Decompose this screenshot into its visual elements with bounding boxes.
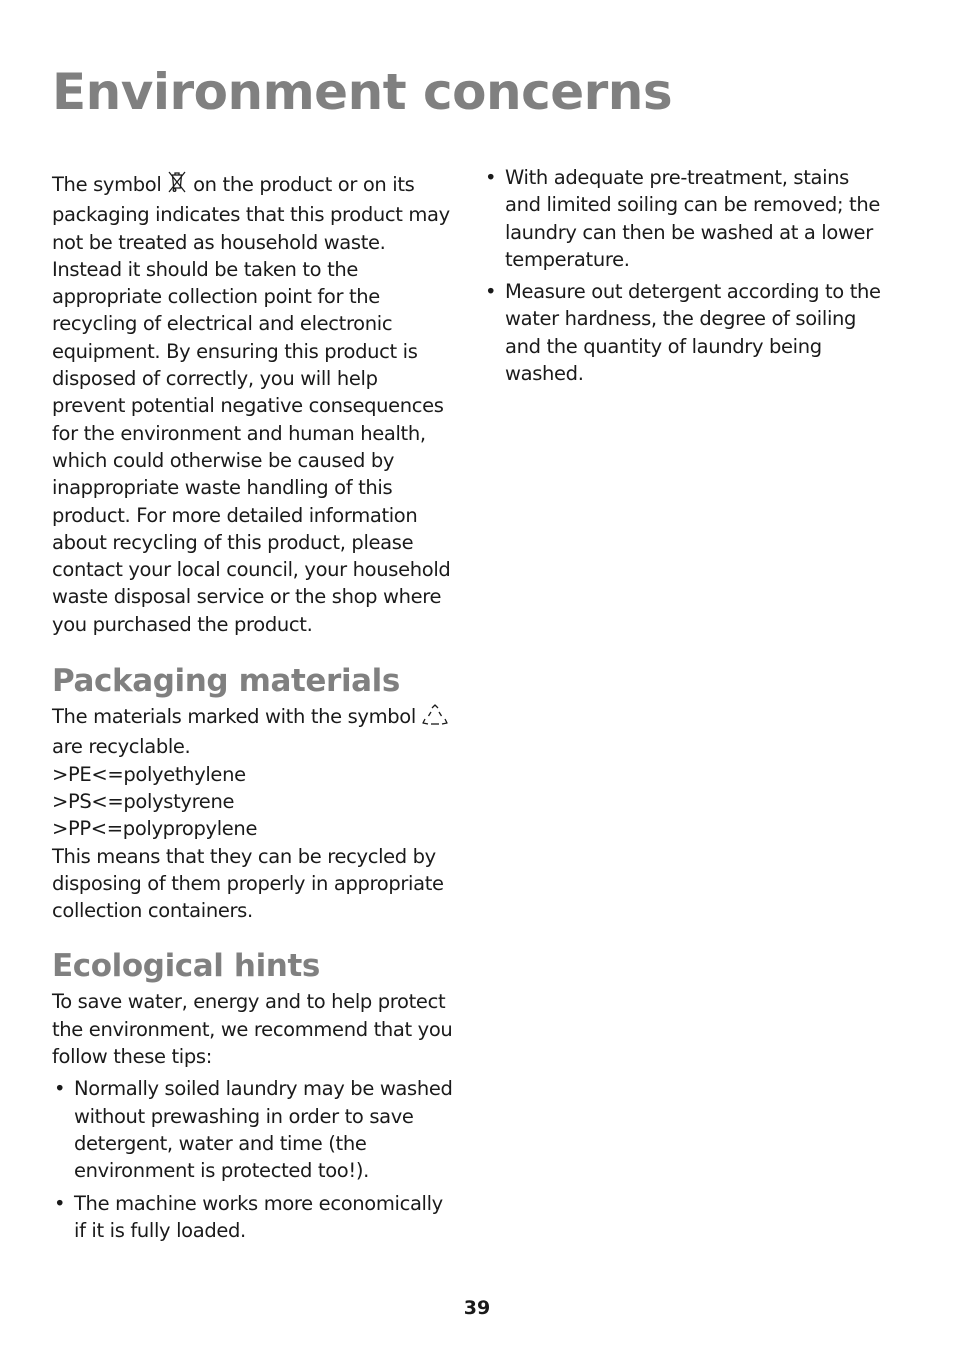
list-item [483,278,883,387]
packaging-text-start: The materials marked with the symbol [52,705,422,729]
ecological-intro: To save water, energy and to help protect the environment, we recommend that you follow these tips: [52,990,453,1069]
packaging-closing: This means that they can be recycled by disposing of them properly in appropriate collection containers. [52,844,444,923]
page-title: Environment concerns [52,63,673,121]
material-pe: >PE<=polyethylene [52,762,246,786]
tip-text: With adequate pre-treatment, stains and limited soiling can be removed; the laundry can then be washed at a lower temperature. [505,166,880,271]
material-pp: >PP<=polypropylene [52,817,258,841]
page-number: 39 [463,1297,491,1319]
packaging-paragraph [52,703,454,924]
tip-text: Normally soiled laundry may be washed without prewashing in order to save detergent, water and time (the environment is protected too!). [74,1077,453,1183]
packaging-heading: Packaging materials [52,663,400,700]
left-column [52,170,454,1249]
recycle-icon [422,704,448,733]
ecological-tips-left [52,1075,454,1244]
tip-text: The machine works more economically if it is fully loaded. [74,1191,443,1242]
bullet: • [485,280,497,304]
list-item [52,1190,454,1245]
ecological-tips-right [483,164,883,387]
list-item [483,164,883,273]
list-item [52,1075,454,1184]
weee-paragraph [52,170,454,638]
crossed-out-wheelie-bin-icon [167,170,187,201]
bullet: • [54,1191,66,1215]
tip-text: Measure out detergent according to the water hardness, the degree of soiling and the quantity of laundry being washed. [505,280,881,386]
weee-text-end: on the product or on its packaging indicates that this product may not be treated as household waste. Instead it should be taken to the appropriate collection point for the recycling of electrical and electronic equipment. By ensuring this product is disposed of correctly, you will help prevent potential negative consequences for the environment and human health, which could otherwise be caused by inappropriate waste handling of this product. For more detailed information about recycling of this product, please contact your local council, your household waste disposal service or the shop where you purchased the product. [52,173,451,636]
bullet: • [54,1077,66,1101]
right-column [483,164,883,392]
packaging-text-end: are recyclable. [52,735,191,759]
ecological-heading: Ecological hints [52,948,320,985]
material-ps: >PS<=polystyrene [52,789,235,813]
bullet: • [485,166,497,189]
weee-text-start: The symbol [52,173,168,196]
